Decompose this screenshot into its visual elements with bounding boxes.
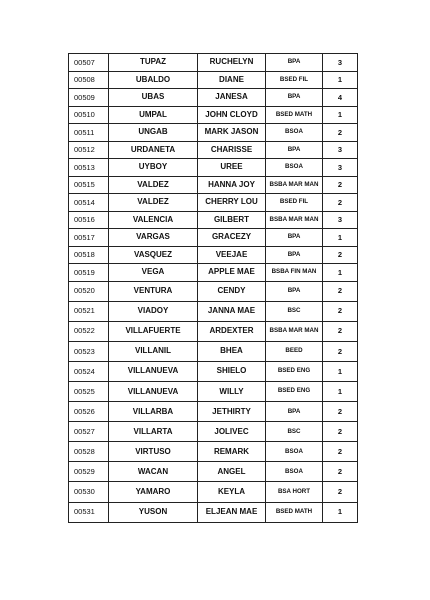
program-cell: BSED ENG xyxy=(266,381,323,401)
student-id-cell: 00512 xyxy=(69,141,109,159)
first-name-cell: ANGEL xyxy=(198,462,266,482)
surname-cell: VALENCIA xyxy=(109,211,198,229)
first-name-cell: ARDEXTER xyxy=(198,321,266,341)
first-name-cell: JOLIVEC xyxy=(198,422,266,442)
student-id-cell: 00522 xyxy=(69,321,109,341)
first-name-cell: GRACEZY xyxy=(198,229,266,247)
year-level-cell: 2 xyxy=(323,462,358,482)
first-name-cell: MARK JASON xyxy=(198,124,266,142)
table-row xyxy=(69,229,358,247)
surname-cell: UYBOY xyxy=(109,159,198,177)
student-id-cell: 00511 xyxy=(69,124,109,142)
year-level-cell: 2 xyxy=(323,321,358,341)
first-name-cell: BHEA xyxy=(198,341,266,361)
first-name-cell: HANNA JOY xyxy=(198,176,266,194)
student-id-cell: 00528 xyxy=(69,442,109,462)
first-name-cell: CHARISSE xyxy=(198,141,266,159)
table-row xyxy=(69,194,358,212)
student-id-cell: 00531 xyxy=(69,502,109,522)
program-cell: BSBA MAR MAN xyxy=(266,321,323,341)
student-id-cell: 00529 xyxy=(69,462,109,482)
first-name-cell: KEYLA xyxy=(198,482,266,502)
surname-cell: URDANETA xyxy=(109,141,198,159)
first-name-cell: GILBERT xyxy=(198,211,266,229)
first-name-cell: UREE xyxy=(198,159,266,177)
year-level-cell: 3 xyxy=(323,54,358,72)
year-level-cell: 2 xyxy=(323,281,358,301)
surname-cell: WACAN xyxy=(109,462,198,482)
year-level-cell: 1 xyxy=(323,229,358,247)
table-row xyxy=(69,176,358,194)
first-name-cell: APPLE MAE xyxy=(198,264,266,282)
surname-cell: VEGA xyxy=(109,264,198,282)
roster-body xyxy=(69,54,358,523)
program-cell: BSA HORT xyxy=(266,482,323,502)
year-level-cell: 2 xyxy=(323,124,358,142)
program-cell: BSC xyxy=(266,422,323,442)
table-row xyxy=(69,301,358,321)
first-name-cell: SHIELO xyxy=(198,361,266,381)
table-row xyxy=(69,264,358,282)
table-row xyxy=(69,246,358,264)
table-row xyxy=(69,381,358,401)
table-row xyxy=(69,402,358,422)
first-name-cell: JOHN CLOYD xyxy=(198,106,266,124)
year-level-cell: 3 xyxy=(323,141,358,159)
program-cell: BPA xyxy=(266,141,323,159)
surname-cell: VILLANUEVA xyxy=(109,381,198,401)
program-cell: BSC xyxy=(266,301,323,321)
student-id-cell: 00508 xyxy=(69,71,109,89)
surname-cell: VILLANUEVA xyxy=(109,361,198,381)
student-id-cell: 00516 xyxy=(69,211,109,229)
student-id-cell: 00521 xyxy=(69,301,109,321)
surname-cell: VENTURA xyxy=(109,281,198,301)
first-name-cell: ELJEAN MAE xyxy=(198,502,266,522)
program-cell: BSOA xyxy=(266,462,323,482)
first-name-cell: DIANE xyxy=(198,71,266,89)
year-level-cell: 1 xyxy=(323,361,358,381)
table-row xyxy=(69,141,358,159)
year-level-cell: 2 xyxy=(323,194,358,212)
surname-cell: VILLANIL xyxy=(109,341,198,361)
first-name-cell: JANNA MAE xyxy=(198,301,266,321)
student-id-cell: 00526 xyxy=(69,402,109,422)
table-row xyxy=(69,71,358,89)
surname-cell: VILLAFUERTE xyxy=(109,321,198,341)
table-row xyxy=(69,89,358,107)
surname-cell: UBAS xyxy=(109,89,198,107)
program-cell: BSOA xyxy=(266,442,323,462)
surname-cell: VILLARTA xyxy=(109,422,198,442)
program-cell: BSBA MAR MAN xyxy=(266,211,323,229)
table-row xyxy=(69,159,358,177)
student-roster-table xyxy=(68,53,358,523)
program-cell: BPA xyxy=(266,246,323,264)
table-row xyxy=(69,341,358,361)
table-row xyxy=(69,502,358,522)
year-level-cell: 2 xyxy=(323,442,358,462)
year-level-cell: 4 xyxy=(323,89,358,107)
table-row xyxy=(69,361,358,381)
table-row xyxy=(69,124,358,142)
year-level-cell: 1 xyxy=(323,381,358,401)
surname-cell: VILLARBA xyxy=(109,402,198,422)
program-cell: BPA xyxy=(266,281,323,301)
year-level-cell: 2 xyxy=(323,482,358,502)
surname-cell: VIADOY xyxy=(109,301,198,321)
first-name-cell: REMARK xyxy=(198,442,266,462)
year-level-cell: 2 xyxy=(323,176,358,194)
student-id-cell: 00509 xyxy=(69,89,109,107)
table-row xyxy=(69,281,358,301)
table-row xyxy=(69,462,358,482)
surname-cell: VALDEZ xyxy=(109,176,198,194)
student-id-cell: 00510 xyxy=(69,106,109,124)
student-id-cell: 00525 xyxy=(69,381,109,401)
program-cell: BSOA xyxy=(266,159,323,177)
program-cell: BSED FIL xyxy=(266,194,323,212)
first-name-cell: JETHIRTY xyxy=(198,402,266,422)
year-level-cell: 1 xyxy=(323,71,358,89)
year-level-cell: 2 xyxy=(323,301,358,321)
year-level-cell: 3 xyxy=(323,211,358,229)
student-id-cell: 00524 xyxy=(69,361,109,381)
surname-cell: YUSON xyxy=(109,502,198,522)
student-id-cell: 00523 xyxy=(69,341,109,361)
year-level-cell: 1 xyxy=(323,502,358,522)
surname-cell: VIRTUSO xyxy=(109,442,198,462)
student-id-cell: 00520 xyxy=(69,281,109,301)
program-cell: BPA xyxy=(266,54,323,72)
student-id-cell: 00514 xyxy=(69,194,109,212)
surname-cell: UNGAB xyxy=(109,124,198,142)
program-cell: BSBA MAR MAN xyxy=(266,176,323,194)
student-id-cell: 00527 xyxy=(69,422,109,442)
student-id-cell: 00513 xyxy=(69,159,109,177)
table-row xyxy=(69,211,358,229)
program-cell: BPA xyxy=(266,229,323,247)
student-id-cell: 00530 xyxy=(69,482,109,502)
surname-cell: VARGAS xyxy=(109,229,198,247)
program-cell: BSED MATH xyxy=(266,106,323,124)
first-name-cell: CHERRY LOU xyxy=(198,194,266,212)
year-level-cell: 2 xyxy=(323,246,358,264)
year-level-cell: 2 xyxy=(323,402,358,422)
program-cell: BSED ENG xyxy=(266,361,323,381)
student-id-cell: 00515 xyxy=(69,176,109,194)
program-cell: BSBA FIN MAN xyxy=(266,264,323,282)
first-name-cell: RUCHELYN xyxy=(198,54,266,72)
program-cell: BPA xyxy=(266,402,323,422)
student-id-cell: 00519 xyxy=(69,264,109,282)
surname-cell: UBALDO xyxy=(109,71,198,89)
first-name-cell: VEEJAE xyxy=(198,246,266,264)
table-row xyxy=(69,106,358,124)
student-id-cell: 00518 xyxy=(69,246,109,264)
table-row xyxy=(69,54,358,72)
year-level-cell: 1 xyxy=(323,264,358,282)
year-level-cell: 2 xyxy=(323,422,358,442)
year-level-cell: 2 xyxy=(323,341,358,361)
year-level-cell: 3 xyxy=(323,159,358,177)
table-row xyxy=(69,422,358,442)
first-name-cell: WILLY xyxy=(198,381,266,401)
year-level-cell: 1 xyxy=(323,106,358,124)
program-cell: BEED xyxy=(266,341,323,361)
table-row xyxy=(69,321,358,341)
table-row xyxy=(69,442,358,462)
program-cell: BPA xyxy=(266,89,323,107)
surname-cell: VALDEZ xyxy=(109,194,198,212)
first-name-cell: JANESA xyxy=(198,89,266,107)
surname-cell: VASQUEZ xyxy=(109,246,198,264)
student-id-cell: 00507 xyxy=(69,54,109,72)
student-id-cell: 00517 xyxy=(69,229,109,247)
table-row xyxy=(69,482,358,502)
surname-cell: TUPAZ xyxy=(109,54,198,72)
program-cell: BSED FIL xyxy=(266,71,323,89)
surname-cell: YAMARO xyxy=(109,482,198,502)
program-cell: BSOA xyxy=(266,124,323,142)
surname-cell: UMPAL xyxy=(109,106,198,124)
program-cell: BSED MATH xyxy=(266,502,323,522)
first-name-cell: CENDY xyxy=(198,281,266,301)
